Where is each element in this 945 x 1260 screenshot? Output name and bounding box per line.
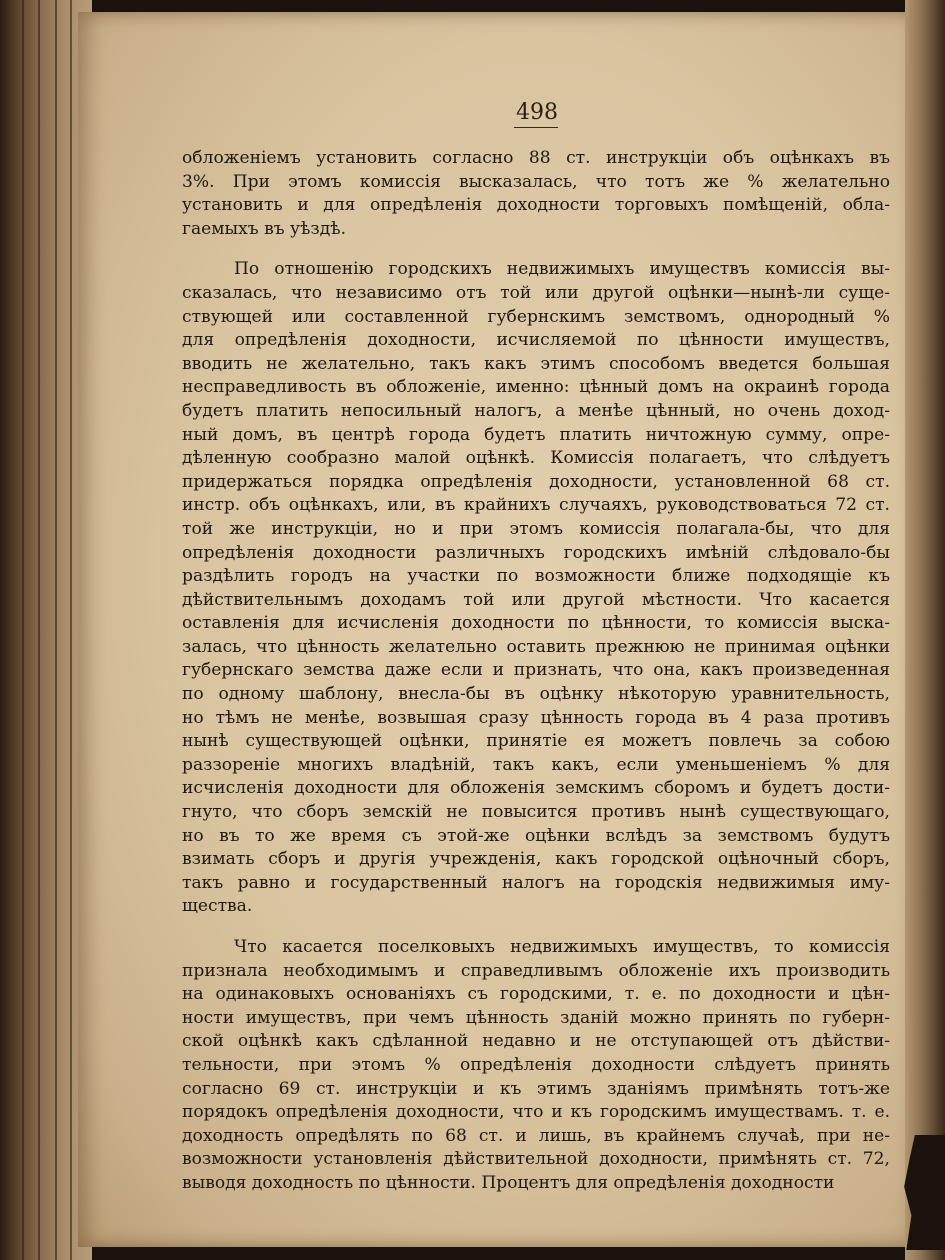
text-line: гаемыхъ въ уѣздѣ. [182, 218, 347, 239]
text-line: раздѣлить городъ на участки по возможности ближе подходящіе къ [182, 566, 890, 587]
text-line: Что касается поселковыхъ недвижимыхъ имуществъ, то комиссія [234, 937, 890, 957]
page-number: 498 [516, 100, 558, 125]
text-line: инстр. объ оцѣнкахъ, или, въ крайнихъ случаяхъ, руководствоваться 72 ст. [182, 495, 890, 516]
text-line: сказалась, что независимо отъ той или другой оцѣнки—нынѣ-ли суще- [182, 282, 890, 303]
text-line: дѣйствительнымъ доходамъ той или другой мѣстности. Что касается [182, 589, 890, 610]
text-line: той же инструкціи, но и при этомъ комиссія полагала-бы, что для [182, 518, 890, 539]
text-line: установить и для опредѣленія доходности торговыхъ помѣщеній, обла- [182, 195, 890, 216]
text-line: тельности, при этомъ % опредѣленія доходности слѣдуетъ принять [182, 1054, 890, 1075]
text-line: ской оцѣнкѣ какъ сдѣланной недавно и не отступающей отъ дѣйстви- [182, 1031, 890, 1052]
text-line: гнуто, что сборъ земскій не повысится противъ нынѣ существующаго, [182, 802, 890, 823]
text-line: по одному шаблону, внесла-бы въ оцѣнку нѣкоторую уравнительность, [182, 684, 890, 705]
text-line: но въ то же время съ этой-же оцѣнки вслѣдъ за земствомъ будутъ [182, 825, 890, 846]
text-line: доходность опредѣлять по 68 ст. и лишь, въ крайнемъ случаѣ, при не- [182, 1125, 890, 1146]
text-line: несправедливость въ обложеніе, именно: цѣнный домъ на окраинѣ города [182, 377, 890, 398]
book-page-edge-right [905, 0, 945, 1260]
text-line: но тѣмъ не менѣе, возвышая сразу цѣнность города въ 4 раза противъ [182, 707, 890, 728]
text-line: будетъ платить непосильный налогъ, а менѣе цѣнный, но очень доход- [182, 400, 890, 421]
text-line: такъ равно и государственный налогъ на городскія недвижимыя иму- [182, 872, 890, 893]
text-line: дѣленную сообразно малой оцѣнкѣ. Комиссія полагаетъ, что слѣдуетъ [182, 448, 890, 469]
text-line: залась, что цѣнность желательно оставить прежнюю не принимая оцѣнки [182, 636, 890, 657]
text-line: для опредѣленія доходности, исчисляемой по цѣнности имуществъ, [182, 330, 890, 351]
text-line: губернскаго земства даже если и признать, что она, какъ произведенная [182, 660, 890, 681]
text-line: ствующей или составленной губернскимъ земствомъ, однородный % [182, 306, 890, 327]
text-line: нынѣ существующей оцѣнки, принятіе ея можетъ повлечь за собою [182, 731, 890, 752]
text-line: признала необходимымъ и справедливымъ обложеніе ихъ производить [182, 960, 890, 981]
text-line: 3%. При этомъ комиссія высказалась, что тотъ же % желательно [182, 171, 890, 192]
text-line: ный домъ, въ центрѣ города будетъ платить ничтожную сумму, опре- [182, 424, 890, 445]
text-line: обложеніемъ установить согласно 88 ст. инструкціи объ оцѣнкахъ въ [182, 148, 890, 168]
text-line: опредѣленія доходности различныхъ городскихъ имѣній слѣдовало-бы [182, 542, 890, 563]
text-line: ности имуществъ, при чемъ цѣнность зданій можно принять по губерн- [182, 1007, 890, 1028]
text-line: выводя доходность по цѣнности. Процентъ для опредѣленія доходности [182, 1172, 835, 1193]
page-number-underline [514, 127, 558, 128]
text-line: щества. [182, 896, 253, 917]
paragraph [182, 936, 890, 1196]
text-line: оставленія для исчисленія доходности по цѣнности, то комиссія выска- [182, 613, 890, 634]
text-line: на одинаковыхъ основаніяхъ съ городскими, т. е. по доходности и цѣн- [182, 984, 890, 1005]
text-line: По отношенію городскихъ недвижимыхъ имуществъ комиссія вы- [234, 259, 890, 280]
text-line: возможности установленія дѣйствительной доходности, примѣнять ст. 72, [182, 1149, 890, 1170]
text-line: порядокъ опредѣленія доходности, что и къ городскимъ имуществамъ. т. е. [182, 1102, 890, 1123]
paragraph [182, 147, 890, 241]
body-text [182, 147, 890, 1213]
text-line: взимать сборъ и другія учрежденія, какъ городской оцѣночный сборъ, [182, 849, 890, 870]
text-line: исчисленія доходности для обложенія земскимъ сборомъ и будетъ дости- [182, 778, 890, 799]
text-line: согласно 69 ст. инструкціи и къ этимъ зданіямъ примѣнять тотъ-же [182, 1078, 890, 1099]
paragraph [182, 258, 890, 919]
text-line: придержаться порядка опредѣленія доходности, установленной 68 ст. [182, 471, 890, 492]
text-line: вводить не желательно, такъ какъ этимъ способомъ введется большая [182, 353, 890, 374]
text-line: раззореніе многихъ владѣній, такъ какъ, если уменьшеніемъ % для [182, 754, 890, 775]
